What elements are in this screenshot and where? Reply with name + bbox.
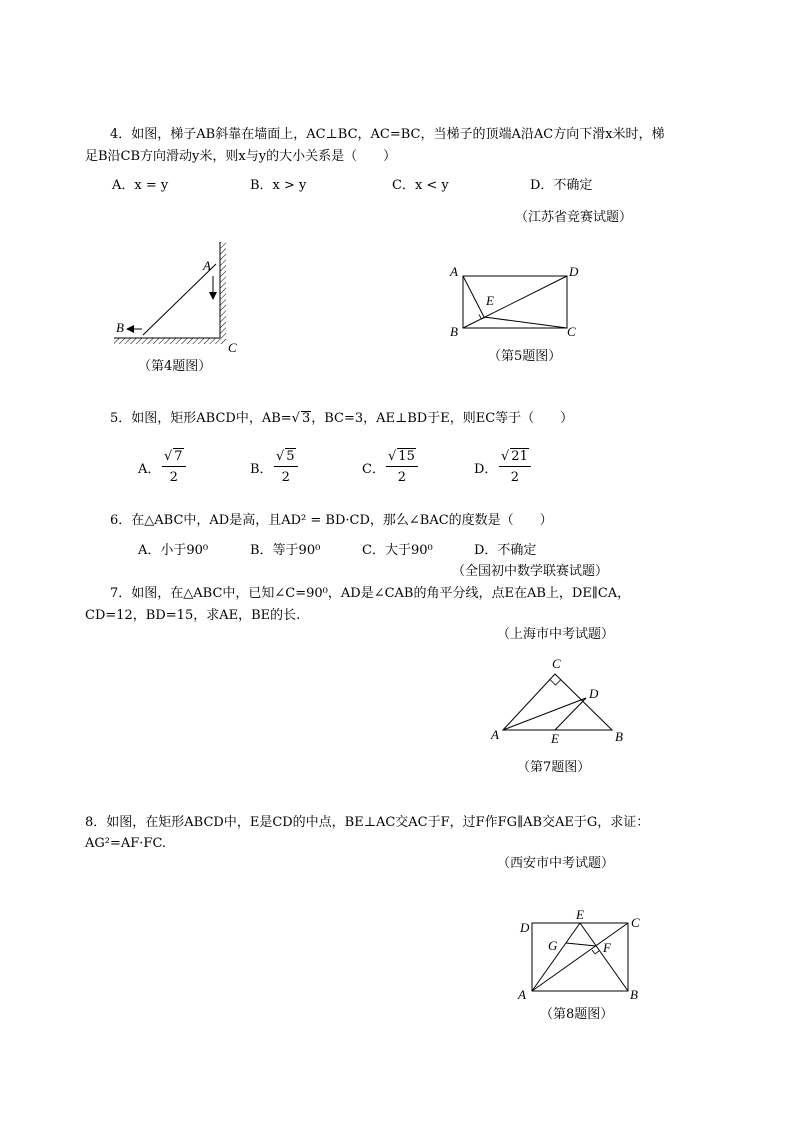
q5-option-c-num: 15 [398, 449, 415, 464]
q6-option-c: C．大于90⁰ [362, 543, 433, 558]
triangle-abc [503, 674, 612, 730]
q8-source: （西安市中考试题） [497, 856, 615, 871]
q6-text-line1: 6．在△ABC中，AD是高，且AD² = BD·CD，那么∠BAC的度数是（ ） [110, 513, 553, 528]
q5-option-a-num: 7 [174, 449, 183, 464]
q8-fig-caption: （第8题图） [540, 1007, 614, 1022]
q5-option-c-letter: C． [362, 462, 385, 477]
q5-text-part2: ，BC=3，AE⊥BD于E，则EC等于（ ） [311, 411, 574, 426]
fig8-label-g: G [548, 938, 558, 953]
q8-text-line1: 8．如图，在矩形ABCD中，E是CD的中点，BE⊥AC交AC于F，过F作FG∥AB交AE于G，求证： [85, 815, 650, 830]
fig8-label-f: F [603, 940, 611, 955]
fig5-label-a: A [450, 264, 458, 279]
q7-figure [488, 655, 638, 745]
q5-option-d-letter: D． [474, 462, 498, 477]
q5-option-c-den: 2 [397, 470, 407, 485]
q7-fig-caption: （第7题图） [517, 760, 591, 775]
q5-option-b-num: 5 [286, 449, 295, 464]
segment-be [580, 923, 628, 991]
ground-hatch [114, 338, 226, 344]
segment-ae [532, 923, 580, 991]
fig8-label-d: D [520, 920, 530, 935]
q5-option-d-fraction: $\frac{√ 21}{2}$ [499, 448, 531, 485]
q5-option-a-den: 2 [169, 470, 178, 485]
q5-fig-caption: （第5题图） [488, 349, 562, 364]
fig7-label-c: C [552, 656, 561, 671]
q5-option-d-den: 2 [510, 470, 520, 485]
q8-figure [512, 905, 652, 1005]
fig5-label-b: B [450, 324, 458, 339]
q4-option-a: A．x = y [112, 178, 169, 193]
diagonal-ac [532, 923, 628, 991]
q4-text-line2: 足B沿CB方向滑动y米，则x与y的大小关系是（ ） [85, 149, 397, 164]
q4-option-d: D．不确定 [530, 178, 593, 193]
segment-fg [566, 943, 596, 946]
q5-option-a-fraction: $\frac{√ 7}{2}$ [162, 448, 186, 485]
segment-de [555, 698, 586, 730]
fig4-label-a: A [203, 258, 211, 273]
fig7-label-e: E [551, 731, 559, 745]
fig4-label-c: C [228, 340, 237, 355]
q5-text-part1: 5．如图，矩形ABCD中，AB= [110, 411, 292, 426]
q5-option-b-den: 2 [281, 470, 290, 485]
wall-hatch [220, 242, 226, 338]
fig5-label-e: E [486, 293, 494, 308]
q5-option-b-fraction: $\frac{√ 5}{2}$ [274, 448, 298, 485]
fig7-label-d: D [589, 686, 599, 701]
fig8-label-b: B [630, 987, 638, 1002]
fig5-label-d: D [569, 264, 579, 279]
q7-source: （上海市中考试题） [497, 627, 615, 642]
diagonal-bd [463, 276, 567, 328]
q6-source: （全国初中数学联赛试题） [452, 564, 609, 579]
q6-option-a: A．小于90⁰ [138, 543, 209, 558]
q5-option-a-letter: A． [138, 462, 161, 477]
q6-option-b: B．等于90⁰ [250, 543, 321, 558]
fig4-label-b: B [116, 320, 124, 335]
sqrt-sign-icon: √ [291, 411, 300, 426]
q4-source: （江苏省竞赛试题） [515, 210, 633, 225]
fig8-label-e: E [576, 907, 584, 922]
ladder-line [143, 264, 216, 335]
q5-option-d-num: 21 [511, 449, 528, 464]
q4-text-line1: 4．如图，梯子AB斜靠在墙面上，AC⊥BC，AC=BC，当梯子的顶端A沿AC方向下滑x米时，梯 [110, 127, 665, 142]
q8-text-line2: AG²=AF·FC. [85, 836, 167, 851]
q5-sqrt-value: 3 [301, 411, 311, 426]
q5-figure [448, 262, 588, 344]
fig8-label-a: A [518, 987, 526, 1002]
bisector-ad [503, 698, 586, 730]
q5-option-b-letter: B． [250, 462, 273, 477]
left-arrow-icon [126, 325, 134, 333]
q5-option-c-fraction: $\frac{√ 15}{2}$ [386, 448, 418, 485]
q4-option-c: C．x < y [392, 178, 449, 193]
segment-ae [463, 276, 484, 317]
fig5-label-c: C [567, 324, 576, 339]
q6-option-d: D．不确定 [474, 543, 537, 558]
q4-option-b: B．x > y [250, 178, 307, 193]
q7-text-line2: CD=12，BD=15，求AE，BE的长. [85, 608, 301, 623]
q4-figure [108, 236, 248, 366]
q7-text-line1: 7．如图，在△ABC中，已知∠C=90⁰，AD是∠CAB的角平分线，点E在AB上，DE∥CA， [110, 586, 631, 601]
fig7-label-a: A [491, 727, 499, 742]
segment-ec [484, 317, 567, 328]
q5-text-line1 [110, 411, 573, 425]
q4-fig-caption: （第4题图） [138, 359, 212, 374]
fig7-label-b: B [615, 729, 623, 744]
fig8-label-c: C [631, 915, 640, 930]
down-arrow-icon [209, 292, 217, 300]
